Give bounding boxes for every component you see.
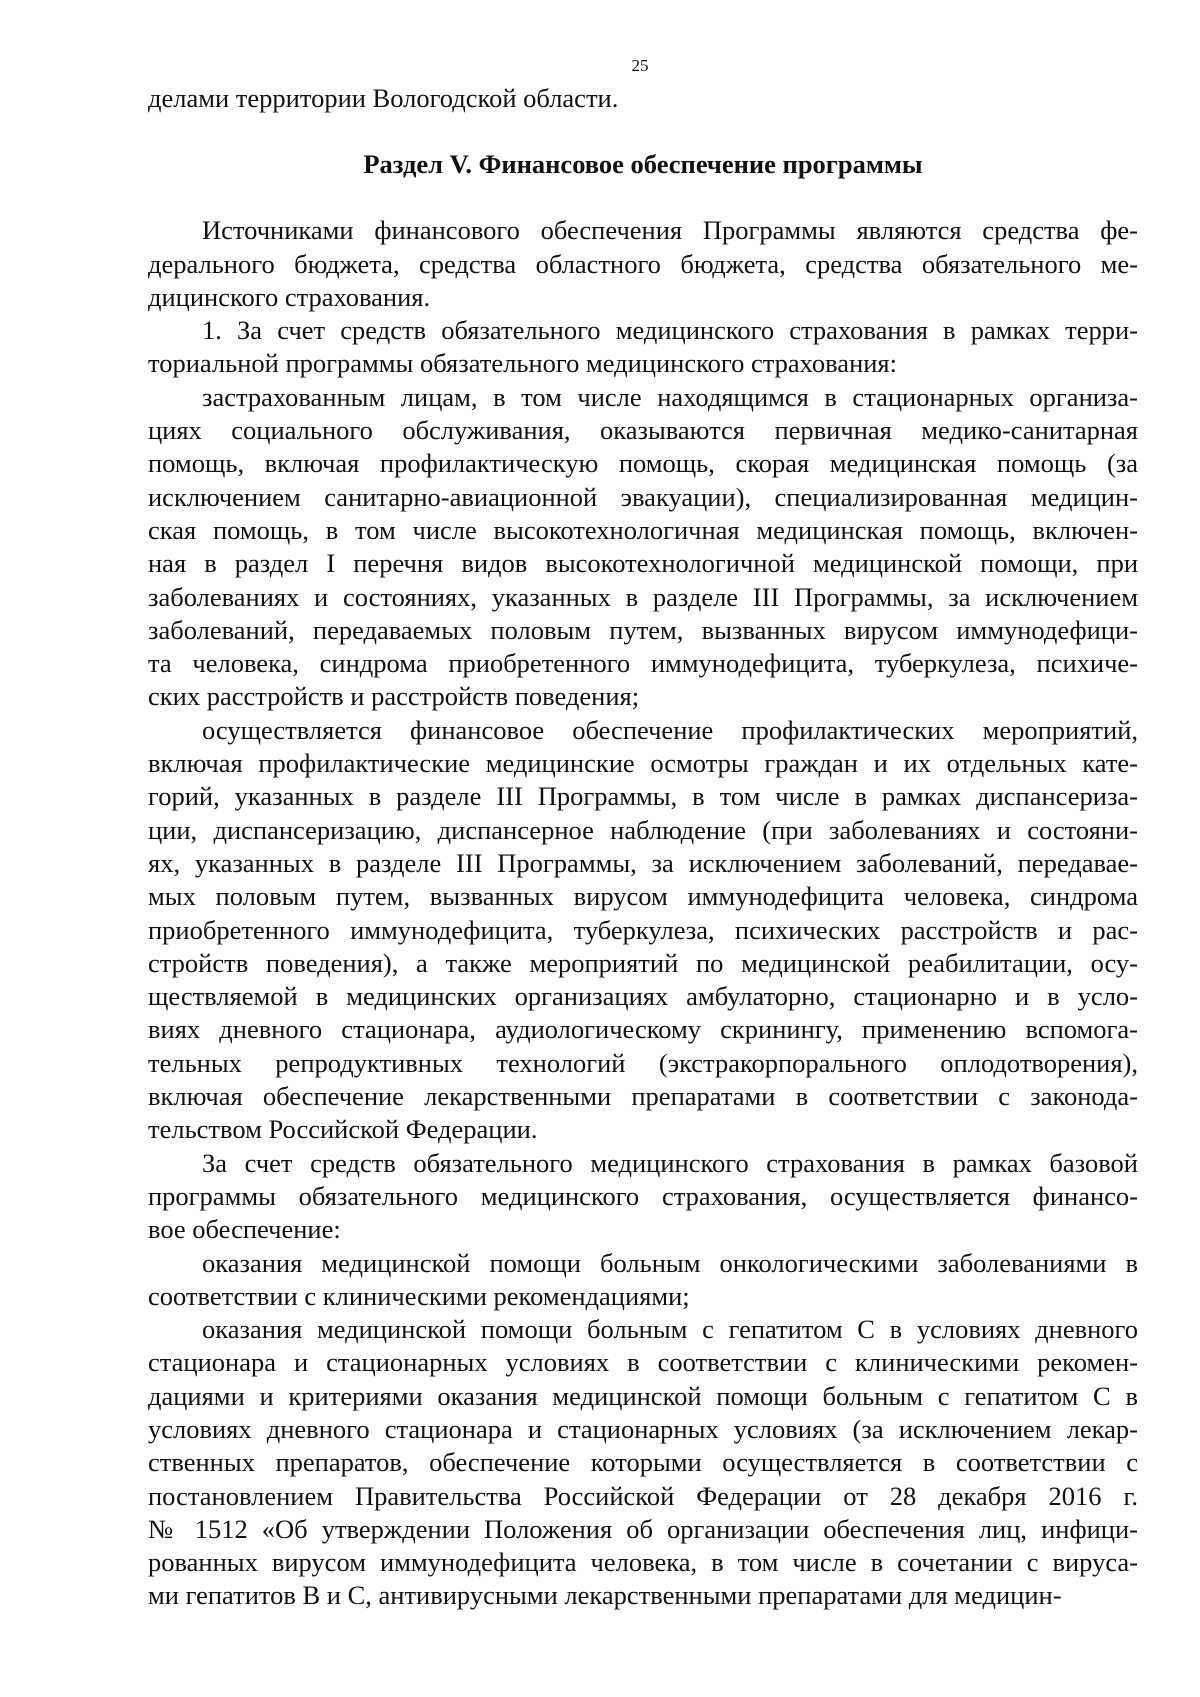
text-line: ториальной программы обязательного медицинского страхования: bbox=[148, 348, 897, 379]
text-line: помощь, включая профилактическую помощь, скорая медицинская помощь (за bbox=[148, 448, 1138, 479]
text-line: условиях дневного стационара и стационарных условиях (за исключением лекар- bbox=[148, 1413, 1138, 1444]
text-line: ми гепатитов В и С, антивирусными лекарственными препаратами для медицин- bbox=[148, 1580, 1062, 1611]
text-line: № 1512 «Об утверждении Положения об организации обеспечения лиц, инфици- bbox=[148, 1513, 1138, 1544]
text-line: программы обязательного медицинского страхования, осуществляется финансо- bbox=[148, 1180, 1138, 1211]
paragraph-list bbox=[148, 214, 1138, 1612]
text-line: заболеваниях и состояниях, указанных в разделе III Программы, за исключением bbox=[148, 581, 1138, 612]
text-line: застрахованным лицам, в том числе находящимся в стационарных организа- bbox=[202, 381, 1138, 412]
paragraph bbox=[148, 381, 1138, 714]
text-line: виях дневного стационара, аудиологическому скринингу, применению вспомога- bbox=[148, 1014, 1138, 1045]
text-line: оказания медицинской помощи больным с гепатитом С в условиях дневного bbox=[202, 1314, 1138, 1345]
paragraph bbox=[148, 1147, 1138, 1247]
text-line: исключением санитарно-авиационной эвакуации), специализированная медицин- bbox=[148, 481, 1138, 512]
text-line: дицинского страхования. bbox=[148, 281, 431, 312]
text-line: стройств поведения), а также мероприятий по медицинской реабилитации, осу- bbox=[148, 947, 1138, 978]
text-line: та человека, синдрома приобретенного иммунодефицита, туберкулеза, психиче- bbox=[148, 648, 1138, 679]
paragraph bbox=[148, 314, 1138, 381]
text-line: рованных вирусом иммунодефицита человека, в том числе в сочетании с вируса- bbox=[148, 1547, 1138, 1578]
text-line: соответствии с клиническими рекомендациями; bbox=[148, 1280, 690, 1311]
text-line: Источниками финансового обеспечения Программы являются средства фе- bbox=[202, 215, 1138, 246]
text-line: заболеваний, передаваемых половым путем, вызванных вирусом иммунодефици- bbox=[148, 614, 1138, 645]
text-line: ях, указанных в разделе III Программы, за исключением заболеваний, передавае- bbox=[148, 847, 1138, 878]
text-line: ственных препаратов, обеспечение которыми осуществляется в соответствии с bbox=[148, 1447, 1138, 1478]
text-line: приобретенного иммунодефицита, туберкулеза, психических расстройств и рас- bbox=[148, 914, 1138, 945]
text-line: вое обеспечение: bbox=[148, 1214, 341, 1245]
paragraph bbox=[148, 1247, 1138, 1314]
text-line: дерального бюджета, средства областного бюджета, средства обязательного ме- bbox=[148, 248, 1138, 279]
text-line: оказания медицинской помощи больным онкологическими заболеваниями в bbox=[202, 1247, 1138, 1278]
text-line: За счет средств обязательного медицинского страхования в рамках базовой bbox=[202, 1147, 1138, 1178]
text-line: тельством Российской Федерации. bbox=[148, 1114, 538, 1145]
text-line: делами территории Вологодской области. bbox=[148, 83, 619, 113]
text-line: ская помощь, в том числе высокотехнологичная медицинская помощь, включен- bbox=[148, 514, 1138, 545]
text-line: ная в раздел I перечня видов высокотехнологичной медицинской помощи, при bbox=[148, 548, 1138, 579]
text-line: включая обеспечение лекарственными препаратами в соответствии с законода- bbox=[148, 1081, 1138, 1112]
text-line: мых половым путем, вызванных вирусом иммунодефицита человека, синдрома bbox=[148, 881, 1138, 912]
text-line: включая профилактические медицинские осмотры граждан и их отдельных кате- bbox=[148, 748, 1138, 779]
text-line: циях социального обслуживания, оказываются первичная медико-санитарная bbox=[148, 415, 1138, 446]
section-heading: Раздел V. Финансовое обеспечение программы bbox=[363, 149, 923, 180]
page-number: 25 bbox=[631, 56, 649, 75]
text-line: стационара и стационарных условиях в соответствии с клиническими рекомен- bbox=[148, 1347, 1138, 1378]
text-line: постановлением Правительства Российской Федерации от 28 декабря 2016 г. bbox=[148, 1480, 1138, 1511]
text-line: осуществляется финансовое обеспечение профилактических мероприятий, bbox=[202, 714, 1138, 745]
text-line: тельных репродуктивных технологий (экстракорпорального оплодотворения), bbox=[148, 1047, 1138, 1078]
text-line: ции, диспансеризацию, диспансерное наблюдение (при заболеваниях и состояни- bbox=[148, 814, 1138, 845]
text-line: дациями и критериями оказания медицинской помощи больным с гепатитом С в bbox=[148, 1380, 1138, 1411]
text-line: горий, указанных в разделе III Программы, в том числе в рамках диспансериза- bbox=[148, 781, 1138, 812]
paragraph bbox=[148, 714, 1138, 1147]
text-line: ществляемой в медицинских организациях амбулаторно, стационарно и в усло- bbox=[148, 981, 1138, 1012]
text-line: ских расстройств и расстройств поведения; bbox=[148, 681, 640, 712]
document-body bbox=[148, 82, 1138, 1613]
paragraph bbox=[148, 1313, 1138, 1613]
paragraph bbox=[148, 214, 1138, 314]
text-line: 1. За счет средств обязательного медицинского страхования в рамках терри- bbox=[202, 315, 1138, 346]
continuation-text bbox=[148, 82, 1138, 115]
